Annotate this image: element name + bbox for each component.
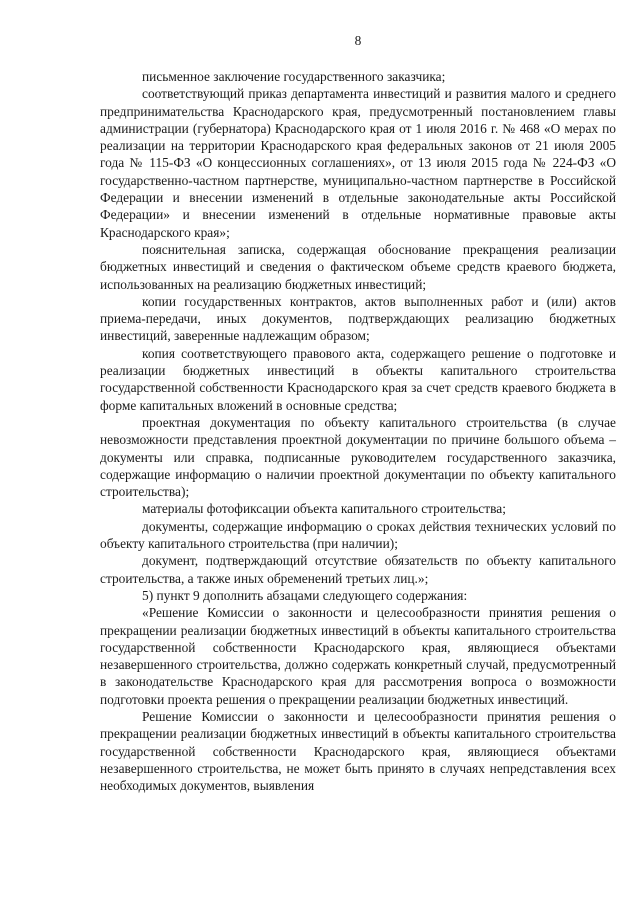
paragraph-commission-decision-2: Решение Комиссии о законности и целесообразности принятия решения о прекращении реализации бюджетных инвестиций в объекты капитального строительства государственной собственности Краснодарского края, являющиеся объектами незавершенного строительства, не может быть принято в случаях непредставления всех необходимых документов, выявления: [100, 708, 616, 794]
page-number: 8: [354, 33, 362, 48]
paragraph-photo-materials: материалы фотофиксации объекта капитального строительства;: [142, 501, 506, 517]
paragraph-project-documentation: проектная документация по объекту капитального строительства (в случае невозможности представления проектной документации по причине большого объема – документы или справка, подписанные руководителем государственного заказчика, содержащие информацию о наличии проектной документации по объекту капитального строительства);: [100, 414, 616, 500]
paragraph-written-conclusion: письменное заключение государственного заказчика;: [142, 69, 446, 84]
paragraph-department-order: соответствующий приказ департамента инвестиций и развития малого и среднего предпринимательства Краснодарского края, предусмотренный постановлением главы администрации (губернатора) Краснодарского края от 1 июля 2016 г. № 468 «О мерах по реализации на территории Краснодарского края федеральных законов от 21 июля 2005 года № 115-ФЗ «О концессионных соглашениях», от 13 июля 2015 года № 224-ФЗ «О государственно-частном партнерстве, муниципально-частном партнерстве в Российской Федерации и внесении изменений в отдельные законодательные акты Российской Федерации» и внесении изменений в отдельные нормативные правовые акты Краснодарского края»;: [100, 86, 616, 240]
paragraph-explanatory-note: пояснительная записка, содержащая обоснование прекращения реализации бюджетных инвестиций и сведения о фактическом объеме средств краевого бюджета, использованных на реализацию бюджетных инвестиций;: [100, 241, 616, 292]
paragraph-legal-act-copy: копия соответствующего правового акта, содержащего решение о подготовке и реализации бюджетных инвестиций в объекты капитального строительства государственной собственности Краснодарского края за счет средств краевого бюджета в форме капитальных вложений в основные средства;: [100, 345, 616, 413]
document-page: [100, 32, 616, 794]
paragraph-contract-copies: копии государственных контрактов, актов выполненных работ и (или) актов приема-передачи, иных документов, подтверждающих реализацию бюджетных инвестиций, заверенные надлежащим образом;: [100, 293, 616, 344]
paragraph-technical-conditions: документы, содержащие информацию о сроках действия технических условий по объекту капитального строительства (при наличии);: [100, 518, 616, 552]
paragraph-commission-decision-1: «Решение Комиссии о законности и целесообразности принятия решения о прекращении реализации бюджетных инвестиций в объекты капитального строительства государственной собственности Краснодарского края, являющиеся объектами незавершенного строительства, должно содержать конкретный случай, предусмотренный в законодательстве Краснодарского края для рассмотрения вопроса о возможности подготовки проекта решения о прекращении реализации бюджетных инвестиций.: [100, 605, 616, 707]
paragraph-item-5: 5) пункт 9 дополнить абзацами следующего содержания:: [142, 587, 468, 603]
paragraph-no-obligations: документ, подтверждающий отсутствие обязательств по объекту капитального строительства, а также иных обременений третьих лиц.»;: [100, 553, 616, 586]
